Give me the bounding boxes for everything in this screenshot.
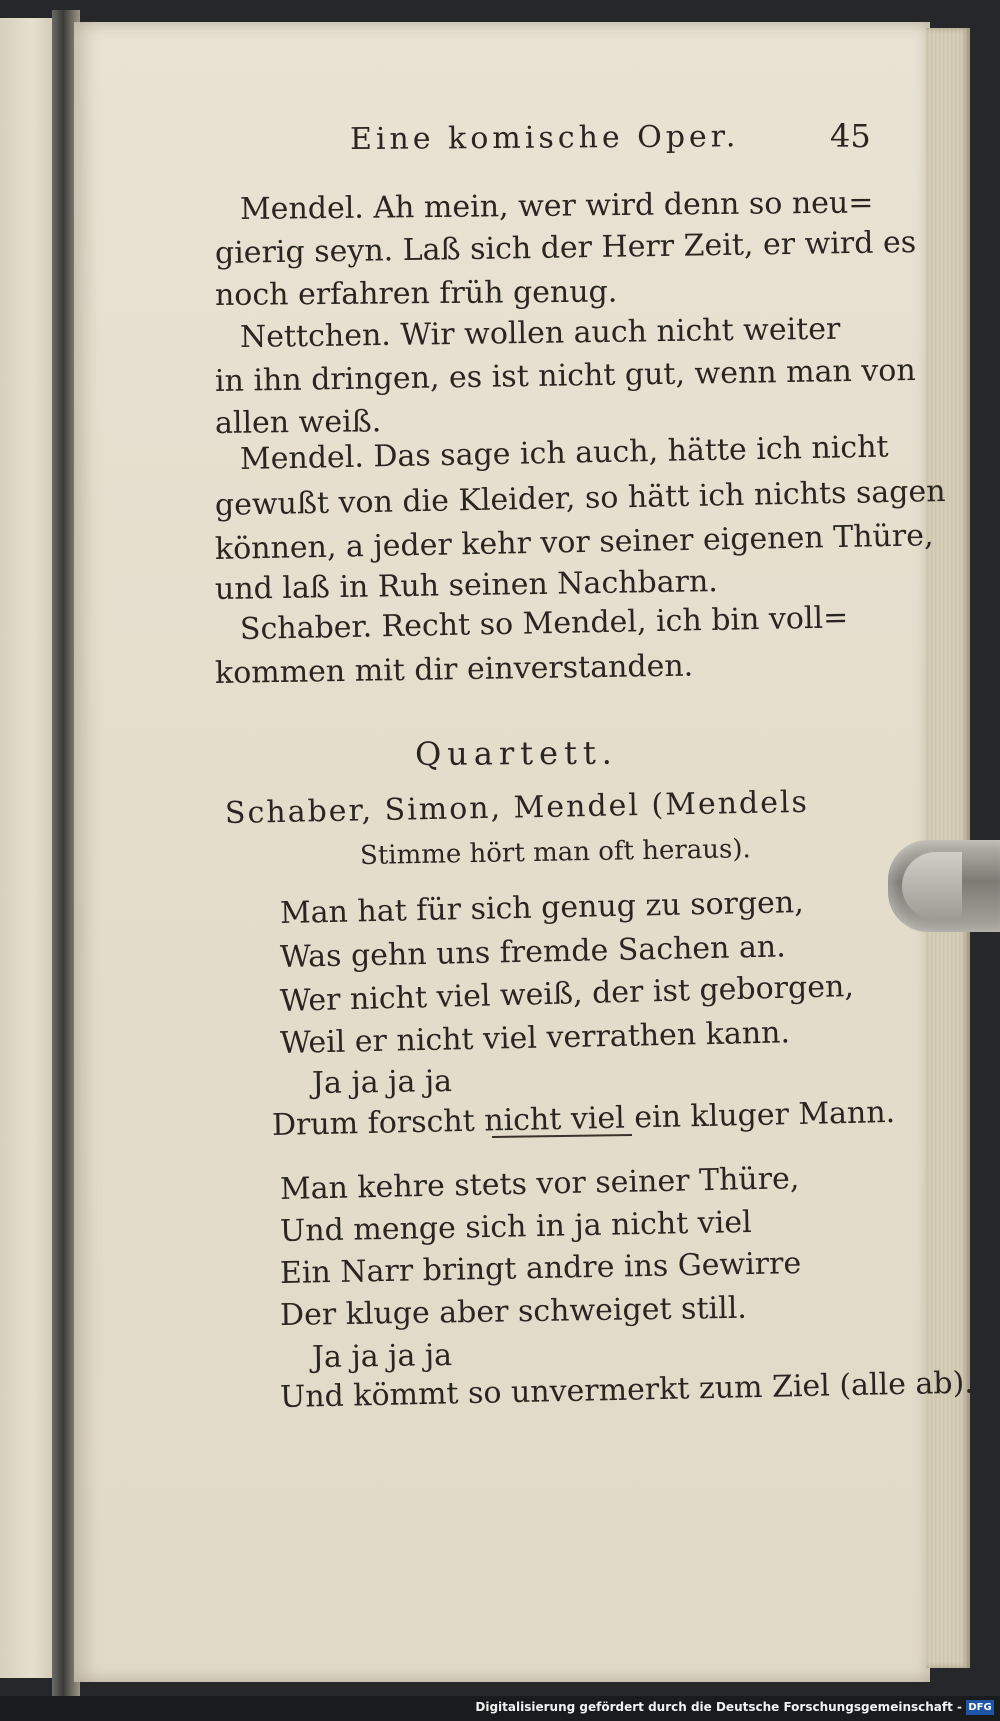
page-number: 45: [830, 117, 871, 155]
funding-credit: Digitalisierung gefördert durch die Deutsche Forschungsgemeinschaft -: [475, 1700, 962, 1714]
verse-line: Man hat für sich genug zu sorgen,: [279, 885, 805, 931]
body-line: gierig seyn. Laß sich der Herr Zeit, er wird es: [214, 224, 917, 271]
verse-line: Drum forscht nicht viel ein kluger Mann.: [271, 1094, 896, 1143]
verse-refrain: Ja ja ja ja: [311, 1338, 453, 1375]
running-head: Eine komische Oper.: [349, 119, 740, 157]
verse-line: Man kehre stets vor seiner Thüre,: [279, 1161, 800, 1207]
body-line: gewußt von die Kleider, so hätt ich nichts sagen: [214, 473, 946, 523]
body-line: kommen mit dir einverstanden.: [214, 648, 694, 691]
body-line: allen weiß.: [214, 404, 382, 441]
verse-line: Wer nicht viel weiß, der ist geborgen,: [279, 968, 855, 1019]
facing-page-edge: [0, 18, 56, 1678]
dfg-logo: DFG: [966, 1700, 994, 1715]
verse-line: Und kömmt so unvermerkt zum Ziel (alle ab).: [279, 1365, 975, 1415]
cast-line: Schaber, Simon, Mendel (Mendels: [224, 784, 810, 831]
verse-line: Und menge sich in ja nicht viel: [279, 1204, 752, 1249]
cast-line: Stimme hört man oft heraus).: [359, 834, 751, 871]
body-line: Mendel. Ah mein, wer wird denn so neu=: [239, 185, 874, 227]
body-line: und laß in Ruh seinen Nachbarn.: [214, 564, 719, 607]
section-title: Quartett.: [414, 733, 619, 773]
body-line: Mendel. Das sage ich auch, hätte ich nicht: [239, 429, 889, 477]
body-line: Nettchen. Wir wollen auch nicht weiter: [239, 311, 841, 355]
verse-line: Der kluge aber schweiget still.: [279, 1290, 748, 1333]
body-line: können, a jeder kehr vor seiner eigenen Thüre,: [214, 518, 934, 567]
verse-line: Weil er nicht viel verrathen kann.: [279, 1015, 791, 1061]
body-line: Schaber. Recht so Mendel, ich bin voll=: [239, 600, 849, 647]
verse-refrain: Ja ja ja ja: [311, 1064, 453, 1101]
page-clip-inner: [902, 852, 962, 920]
verse-line: Ein Narr bringt andre ins Gewirre: [279, 1245, 802, 1291]
body-line: in ihn dringen, es ist nicht gut, wenn man von: [214, 352, 916, 399]
verse-line: Was gehn uns fremde Sachen an.: [279, 929, 787, 975]
body-line: noch erfahren früh genug.: [214, 274, 618, 313]
